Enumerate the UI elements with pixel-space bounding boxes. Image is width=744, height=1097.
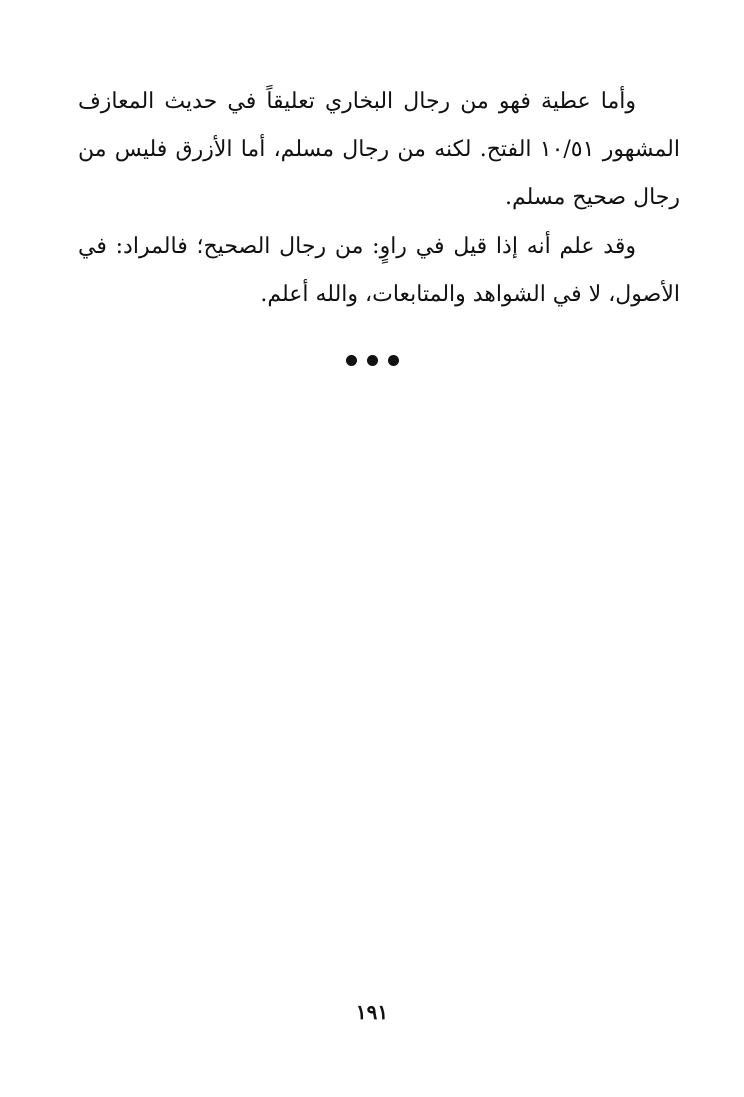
paragraph-2-line-1: وقد علم أنه إذا قيل في راوٍ: من رجال الصحيح؛ فالمراد: في: [78, 234, 636, 259]
paragraph-1-line-1: وأما عطية فهو من رجال البخاري تعليقاً في حديث المعازف: [78, 89, 636, 114]
section-separator: [0, 350, 744, 371]
paragraph-1-line-3: رجال صحيح مسلم.: [505, 185, 680, 210]
separator-dot: [346, 355, 357, 366]
paragraph-2-line-2: الأصول، لا في الشواهد والمتابعات، والله أعلم.: [260, 282, 680, 307]
paragraph-2: [78, 223, 680, 319]
separator-dot: [367, 355, 378, 366]
paragraph-1-line-2: المشهور ١٠/٥١ الفتح. لكنه من رجال مسلم، أما الأزرق فليس من: [78, 137, 680, 162]
separator-dot: [388, 355, 399, 366]
page-number: ١٩١: [355, 1000, 389, 1024]
paragraph-1: [78, 78, 680, 222]
